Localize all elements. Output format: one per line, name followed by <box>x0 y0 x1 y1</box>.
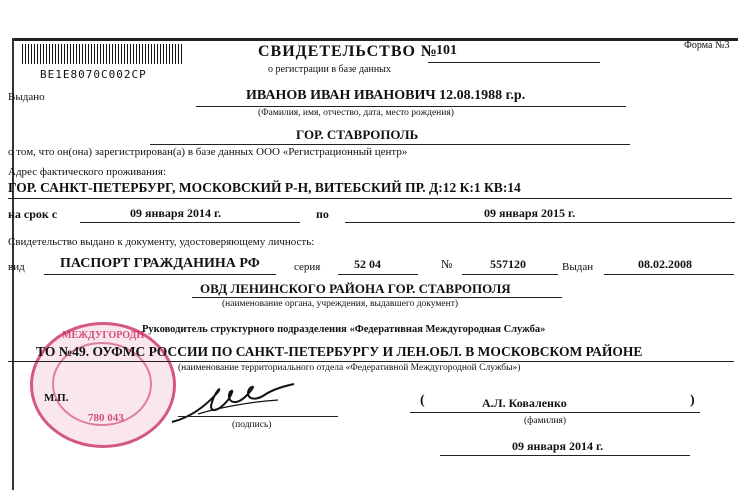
series-line <box>338 274 418 275</box>
doc-label: Свидетельство выдано к документу, удостоверяющему личность: <box>8 236 315 248</box>
department: ТО №49. ОУФМС РОССИИ ПО САНКТ-ПЕТЕРБУРГУ И ЛЕН.ОБЛ. В МОСКОВСКОМ РАЙОНЕ <box>36 344 643 359</box>
kind-label: вид <box>8 261 25 273</box>
issued-date-line <box>604 274 734 275</box>
issuer-hint: (наименование органа, учреждения, выдавшего документ) <box>222 299 459 309</box>
certificate-number: 101 <box>436 43 457 58</box>
birth-place-line <box>150 144 630 145</box>
surname-hint: (фамилия) <box>524 416 566 426</box>
open-paren: ( <box>420 393 425 408</box>
holder-hint: (Фамилия, имя, отчество, дата, место рождения) <box>258 108 454 118</box>
document-kind: ПАСПОРТ ГРАЖДАНИНА РФ <box>60 256 260 271</box>
address: ГОР. САНКТ-ПЕТЕРБУРГ, МОСКОВСКИЙ Р-Н, ВИТЕБСКИЙ ПР. Д:12 К:1 КВ:14 <box>8 180 521 195</box>
holder-name: ИВАНОВ ИВАН ИВАНОВИЧ 12.08.1988 г.р. <box>246 88 526 103</box>
term-label: на срок с <box>8 207 58 221</box>
close-paren: ) <box>690 393 695 408</box>
department-line <box>8 361 734 362</box>
department-hint: (наименование территориального отдела «Федеративной Междугородной Службы») <box>178 363 521 373</box>
date-from: 09 января 2014 г. <box>130 206 222 220</box>
signer-name: А.Л. Коваленко <box>482 396 567 410</box>
stamp-text: МЕЖДУГОРОДН <box>62 330 145 341</box>
sign-date-line <box>440 455 690 456</box>
number-label: № <box>441 257 453 271</box>
address-label: Адрес фактического проживания: <box>8 166 166 178</box>
issued-label: Выдано <box>8 91 45 103</box>
signature-line <box>178 416 338 417</box>
holder-line <box>196 106 626 107</box>
signer-line <box>410 412 700 413</box>
barcode <box>22 44 182 64</box>
doc-kind-line <box>44 274 276 275</box>
issued-date: 08.02.2008 <box>638 257 692 271</box>
cert-number-line <box>428 62 600 63</box>
head-label: Руководитель структурного подразделения «Федеративная Междугородная Служба» <box>142 324 546 335</box>
form-number: Форма №3 <box>684 40 730 51</box>
series-label: серия <box>294 261 321 273</box>
sign-date: 09 января 2014 г. <box>512 439 604 453</box>
birth-place: ГОР. СТАВРОПОЛЬ <box>296 127 419 142</box>
date-from-line <box>80 222 300 223</box>
issuer: ОВД ЛЕНИНСКОГО РАЙОНА ГОР. СТАВРОПОЛЯ <box>200 281 511 296</box>
barcode-text: BE1E8070C002CP <box>40 68 147 81</box>
signature-hint: (подпись) <box>232 420 272 430</box>
issued-on-label: Выдан <box>562 261 594 273</box>
series-value: 52 04 <box>354 257 381 271</box>
registered-text: о том, что он(она) зарегистрирован(а) в базе данных ООО «Регистрационный центр» <box>8 146 408 158</box>
address-line <box>8 198 732 199</box>
stamp-number: 780 043 <box>88 412 124 424</box>
top-border <box>12 38 738 41</box>
document-title: СВИДЕТЕЛЬСТВО № <box>258 43 439 60</box>
date-to-line <box>345 222 735 223</box>
date-to: 09 января 2015 г. <box>484 206 576 220</box>
subtitle: о регистрации в базе данных <box>268 64 391 75</box>
until-label: по <box>316 207 329 221</box>
issuer-line <box>192 297 562 298</box>
number-value: 557120 <box>490 257 526 271</box>
mp-label: М.П. <box>44 392 69 404</box>
number-line <box>462 274 558 275</box>
